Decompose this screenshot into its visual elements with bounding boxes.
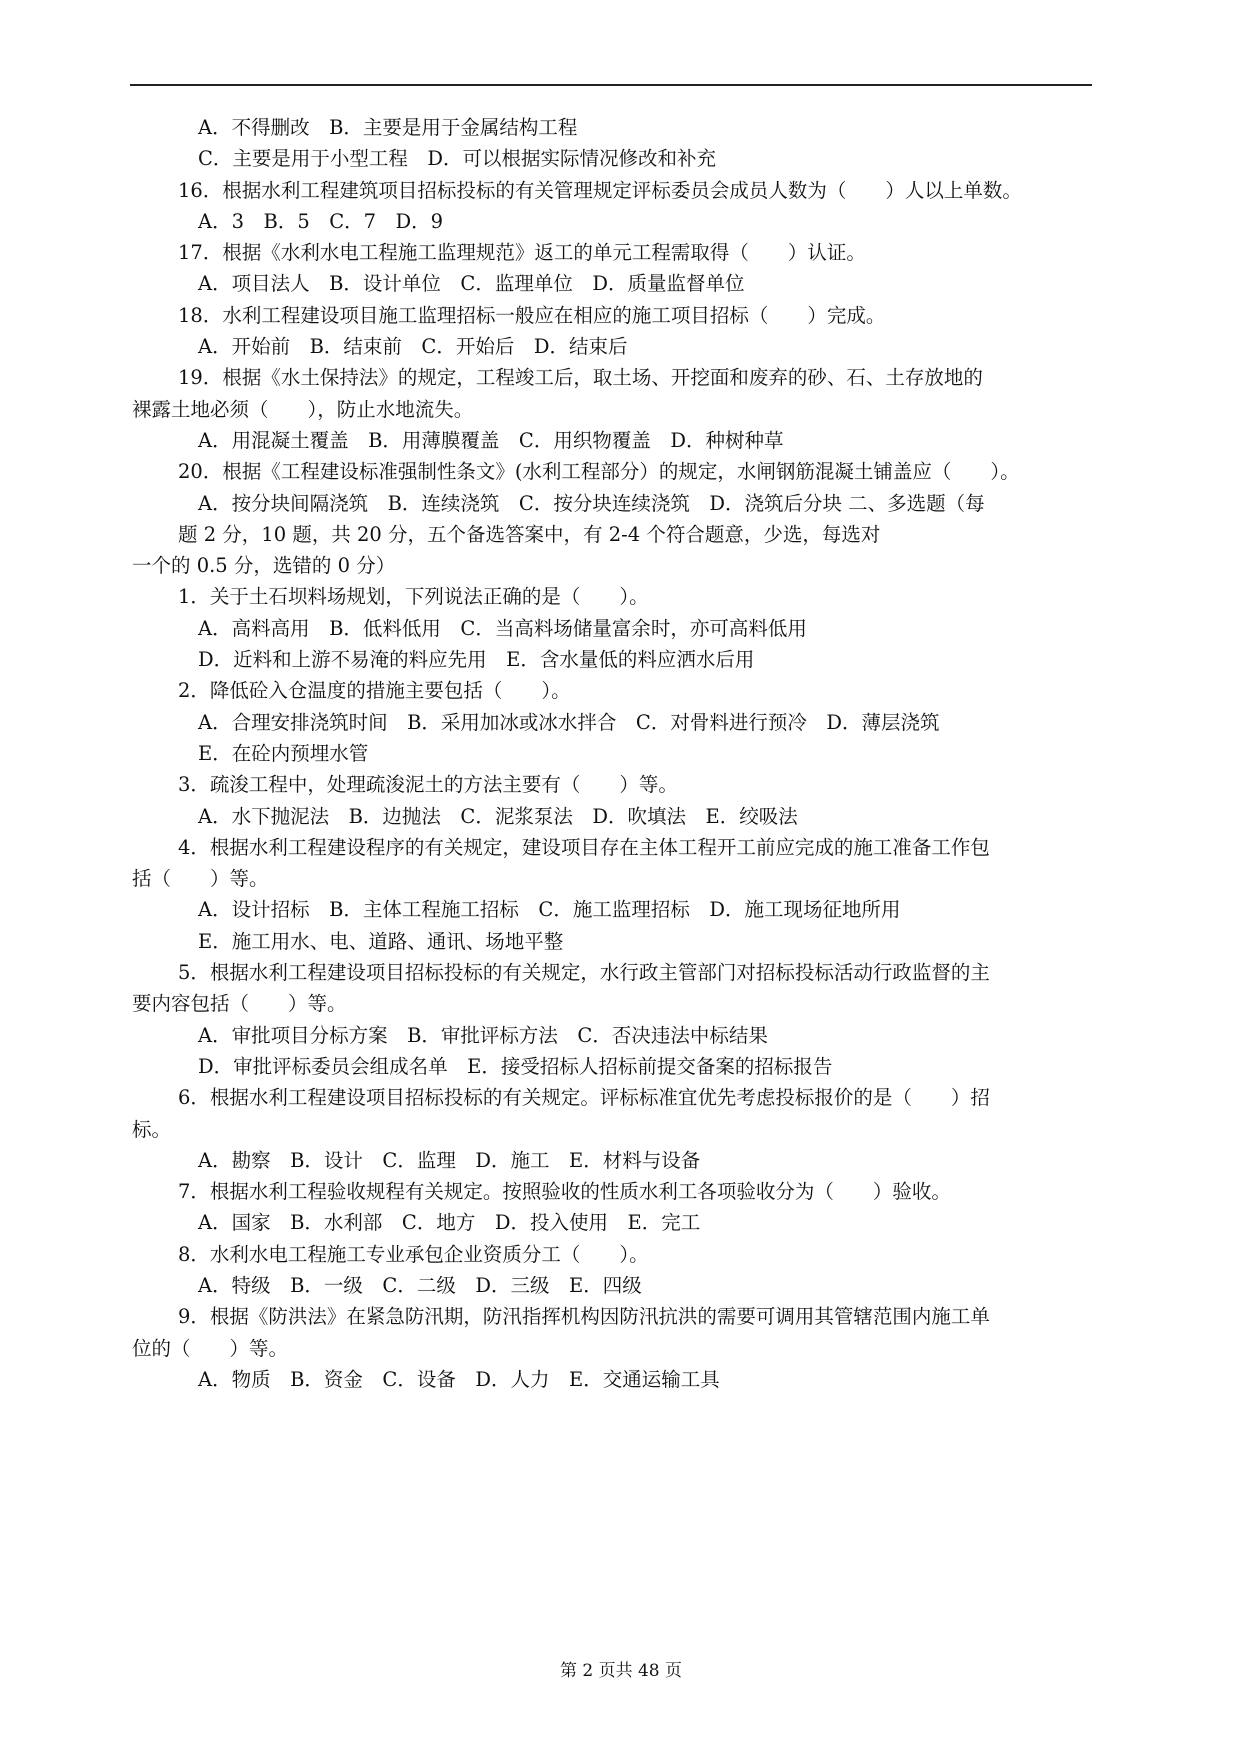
- question-line: 20．根据《工程建设标准强制性条文》(水利工程部分）的规定，水闸钢筋混凝土铺盖应（ ）。: [178, 460, 1020, 484]
- option-line: A．不得删改 B．主要是用于金属结构工程: [198, 116, 578, 139]
- option-line: A．高料高用 B．低料低用 C．当高料场储量富余时，亦可高料低用: [198, 616, 807, 640]
- question-line: 17．根据《水利水电工程施工监理规范》返工的单元工程需取得（ ）认证。: [178, 241, 866, 265]
- option-line: A．3 B．5 C．7 D．9: [198, 209, 444, 233]
- question-line: 8．水利水电工程施工专业承包企业资质分工（ ）。: [178, 1242, 649, 1266]
- option-line: D．审批评标委员会组成名单 E．接受招标人招标前提交备案的招标报告: [198, 1054, 833, 1078]
- option-line: A．开始前 B．结束前 C．开始后 D．结束后: [198, 335, 628, 359]
- option-line: A．用混凝土覆盖 B．用薄膜覆盖 C．用织物覆盖 D．种树种草: [198, 428, 784, 452]
- question-line: 5．根据水利工程建设项目招标投标的有关规定，水行政主管部门对招标投标活动行政监督的主: [178, 961, 990, 985]
- section-heading-continuation: 一个的 0.5 分，选错的 0 分）: [132, 554, 396, 578]
- question-line: 16．根据水利工程建筑项目招标投标的有关管理规定评标委员会成员人数为（ ）人以上单数。: [178, 178, 1022, 202]
- option-line: A．特级 B．一级 C．二级 D．三级 E．四级: [198, 1273, 642, 1297]
- question-line: 3．疏浚工程中，处理疏浚泥土的方法主要有（ ）等。: [178, 773, 678, 797]
- option-line: A．勘察 B．设计 C．监理 D．施工 E．材料与设备: [198, 1148, 701, 1172]
- question-continuation: 要内容包括（ ）等。: [132, 992, 347, 1016]
- option-line: A．水下抛泥法 B．边抛法 C．泥浆泵法 D．吹填法 E．绞吸法: [198, 804, 798, 828]
- question-line: 9．根据《防洪法》在紧急防汛期，防汛指挥机构因防汛抗洪的需要可调用其管辖范围内施工单: [178, 1305, 990, 1329]
- question-continuation: 位的（ ）等。: [132, 1336, 289, 1360]
- option-line: A．合理安排浇筑时间 B．采用加冰或冰水拌合 C．对骨料进行预冷 D．薄层浇筑: [198, 710, 940, 734]
- option-line: A．按分块间隔浇筑 B．连续浇筑 C．按分块连续浇筑 D．浇筑后分块 二、多选题（每: [198, 491, 985, 515]
- question-line: 18．水利工程建设项目施工监理招标一般应在相应的施工项目招标（ ）完成。: [178, 303, 886, 327]
- option-line: E．施工用水、电、道路、通讯、场地平整: [198, 929, 564, 953]
- document-body: [132, 112, 1092, 1395]
- question-line: 7．根据水利工程验收规程有关规定。按照验收的性质水利工各项验收分为（ ）验收。: [178, 1180, 951, 1204]
- option-line: D．近料和上游不易淹的料应先用 E．含水量低的料应洒水后用: [198, 648, 755, 672]
- page-footer: 第 2 页共 48 页: [559, 1661, 683, 1681]
- question-line: 6．根据水利工程建设项目招标投标的有关规定。评标标准宜优先考虑投标报价的是（ ）招: [178, 1086, 990, 1110]
- question-continuation: 裸露土地必须（ ），防止水地流失。: [132, 397, 474, 421]
- option-line: A．物质 B．资金 C．设备 D．人力 E．交通运输工具: [198, 1367, 720, 1391]
- question-continuation: 标。: [132, 1117, 172, 1141]
- question-line: 1．关于土石坝料场规划，下列说法正确的是（ ）。: [178, 585, 649, 609]
- header-rule: [130, 84, 1092, 86]
- question-line: 4．根据水利工程建设程序的有关规定，建设项目存在主体工程开工前应完成的施工准备工作包: [178, 835, 990, 859]
- option-line: A．审批项目分标方案 B．审批评标方法 C．否决违法中标结果: [198, 1023, 768, 1047]
- option-line: C．主要是用于小型工程 D．可以根据实际情况修改和补充: [198, 147, 717, 171]
- option-line: A．项目法人 B．设计单位 C．监理单位 D．质量监督单位: [198, 272, 745, 296]
- option-line: E．在砼内预埋水管: [198, 741, 369, 765]
- question-line: 19．根据《水土保持法》的规定，工程竣工后，取土场、开挖面和废弃的砂、石、土存放地的: [178, 366, 983, 390]
- section-heading-continuation: 题 2 分，10 题，共 20 分，五个备选答案中，有 2-4 个符合题意，少选，每选对: [178, 522, 881, 546]
- option-line: A．国家 B．水利部 C．地方 D．投入使用 E．完工: [198, 1211, 701, 1235]
- option-line: A．设计招标 B．主体工程施工招标 C．施工监理招标 D．施工现场征地所用: [198, 898, 901, 922]
- question-line: 2．降低砼入仓温度的措施主要包括（ ）。: [178, 679, 571, 703]
- question-continuation: 括（ ）等。: [132, 867, 269, 891]
